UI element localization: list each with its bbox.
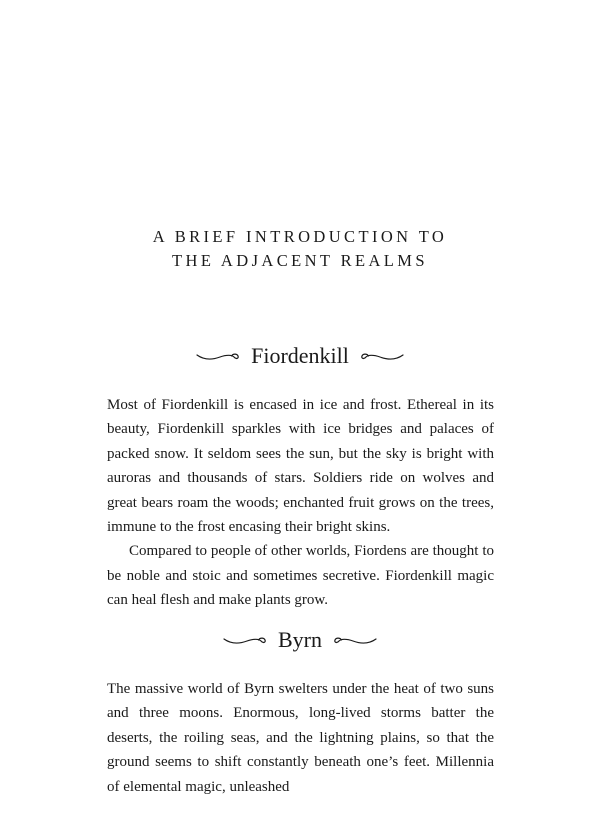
- chapter-title-line-1: A BRIEF INTRODUCTION TO: [152, 227, 448, 246]
- paragraph: The massive world of Byrn swelters under the heat of two suns and three moons. Enormous, long-lived storms batter the deserts, the roiling seas, and the lightning plains, so that the ground seems to shift constantly beneath one’s feet. Millennia of elemental magic, unleashed: [107, 681, 494, 795]
- swash-flourish-left-icon: [223, 633, 269, 647]
- chapter-title: [0, 225, 600, 273]
- paragraph: Compared to people of other worlds, Fiordens are thought to be noble and stoic and sometimes secretive. Fiordenkill magic can heal flesh and make plants grow.: [107, 543, 494, 609]
- section-body-fiordenkill: [107, 393, 494, 613]
- section-heading-text: Byrn: [278, 627, 322, 652]
- paragraph: Most of Fiordenkill is encased in ice and frost. Ethereal in its beauty, Fiordenkill sparkles with ice bridges and palaces of packed snow. It seldom sees the sun, but the sky is bright with auroras and thousands of stars. Soldiers ride on wolves and great bears roam the woods; enchanted fruit grows on the trees, immune to the frost encasing their bright skins.: [107, 397, 494, 536]
- section-body-byrn: [107, 677, 494, 799]
- swash-flourish-right-icon: [358, 349, 404, 363]
- swash-flourish-right-icon: [331, 633, 377, 647]
- section-heading-byrn: [0, 626, 600, 654]
- chapter-title-line-2: THE ADJACENT REALMS: [172, 251, 428, 270]
- section-heading-text: Fiordenkill: [251, 343, 349, 368]
- section-heading-fiordenkill: [0, 342, 600, 370]
- swash-flourish-left-icon: [196, 349, 242, 363]
